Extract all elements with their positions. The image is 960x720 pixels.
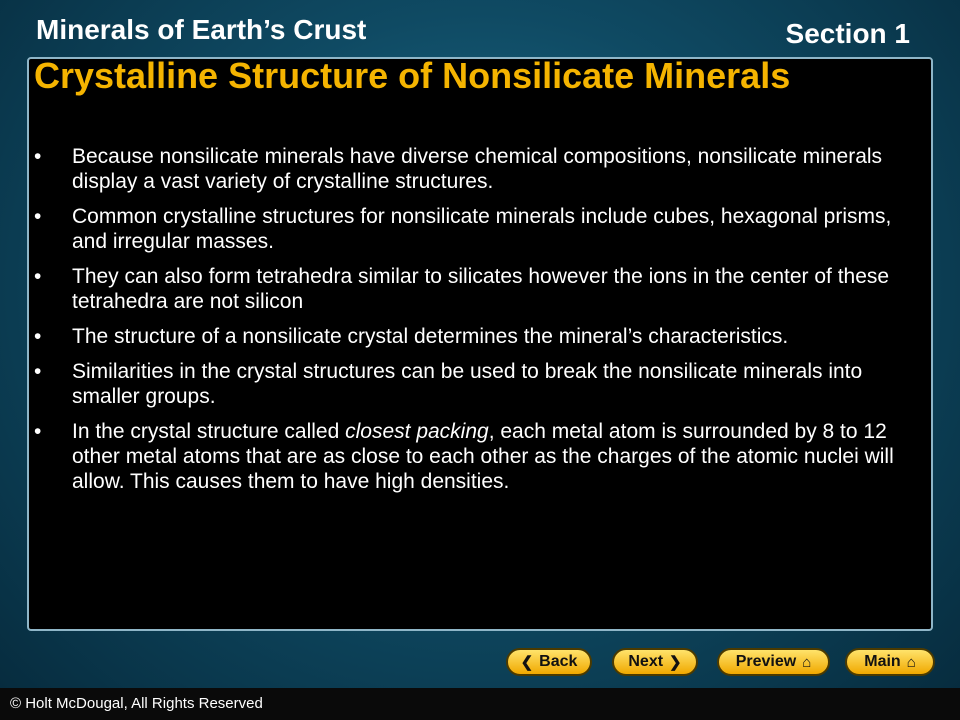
main-button[interactable] [845, 648, 935, 676]
chapter-title: Minerals of Earth’s Crust [36, 14, 367, 45]
next-button[interactable] [612, 648, 698, 676]
bullet-dot-icon: • [34, 325, 42, 348]
home-icon: ⌂ [906, 653, 916, 671]
preview-button[interactable] [717, 648, 830, 676]
bullet-item [34, 419, 904, 494]
back-label: Back [539, 653, 578, 670]
slide-title: Crystalline Structure of Nonsilicate Minerals [34, 55, 791, 96]
back-button[interactable] [506, 648, 592, 676]
chevron-left-icon: ❮ [520, 654, 534, 671]
bullet-item [34, 324, 904, 349]
bullet-item [34, 204, 904, 254]
section-label: Section 1 [785, 18, 910, 49]
bullet-text: Common crystalline structures for nonsilicate minerals include cubes, hexagonal prisms, and irregular masses. [72, 205, 892, 253]
bullet-list [34, 144, 904, 504]
bullet-dot-icon: • [34, 360, 42, 383]
bullet-dot-icon: • [34, 145, 42, 168]
bullet-item [34, 359, 904, 409]
bullet-text: They can also form tetrahedra similar to silicates however the ions in the center of these tetrahedra are not silicon [72, 265, 890, 313]
bullet-term-emphasis: closest packing [345, 420, 489, 443]
bullet-text: Because nonsilicate minerals have diverse chemical compositions, nonsilicate minerals display a vast variety of crystalline structures. [72, 145, 883, 193]
bullet-text-post: , each metal atom is surrounded by 8 to 12 other metal atoms that are as close to each other as the charges of the atomic nuclei will allow. This causes them to have high densities. [72, 420, 894, 493]
copyright-text: © Holt McDougal, All Rights Reserved [10, 695, 263, 712]
bullet-item [34, 144, 904, 194]
main-label: Main [864, 653, 901, 670]
bullet-text: Similarities in the crystal structures can be used to break the nonsilicate minerals into smaller groups. [72, 360, 863, 408]
chevron-right-icon: ❯ [669, 654, 682, 671]
bullet-text-pre: In the crystal structure called [72, 420, 346, 443]
bullet-dot-icon: • [34, 265, 42, 288]
bullet-dot-icon: • [34, 205, 42, 228]
next-label: Next [628, 653, 664, 670]
footer-bar [0, 688, 960, 720]
preview-label: Preview [735, 653, 797, 670]
bullet-text: The structure of a nonsilicate crystal determines the mineral’s characteristics. [72, 325, 789, 348]
bullet-item [34, 264, 904, 314]
home-icon: ⌂ [802, 653, 812, 671]
bullet-dot-icon: • [34, 420, 42, 443]
